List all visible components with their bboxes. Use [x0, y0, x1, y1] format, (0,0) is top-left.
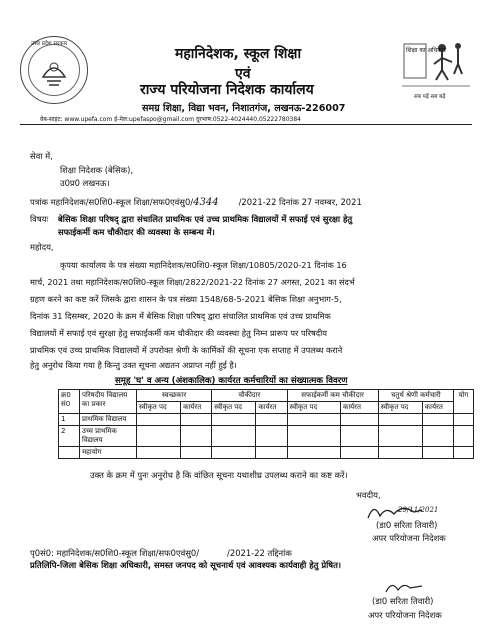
subheader-working: कार्यरत — [256, 402, 287, 414]
staff-details-table — [58, 389, 474, 459]
header-sweeper: स्वच्छकार — [137, 390, 212, 402]
body-line-4: दिनांक 31 दिसम्बर, 2020 के क्रम में बेसिक शिक्षा परिषद् द्वारा संचालित प्राथमिक एवं उच्च प्राथमिक — [30, 311, 331, 321]
signatory-name: (डा0 सरिता तिवारी) — [376, 520, 438, 530]
signature-date: 29/11/2021 — [398, 506, 439, 514]
subheader-working: कार्यरत — [340, 402, 378, 414]
body-line-1: कृपया कार्यालय के पत्र संख्या महानिदेशक/स0शि0-स्कूल शिक्षा/10805/2020-21 दिनांक 16 — [60, 260, 347, 270]
table-header-row — [59, 390, 474, 402]
copy-line: प्रतिलिपि-जिला बेसिक शिक्षा अधिकारी, समस्त जनपद को सूचनार्थ एवं आवश्यक कार्यवाही हेतु प्रेषित। — [30, 560, 342, 570]
request-line: उक्त के क्रम में पुनः अनुरोध है कि वांछित सूचना यथाशीघ्र उपलब्ध कराने का कष्ट करें। — [90, 470, 348, 480]
header-school-type: परिषदीय विद्यालय का प्रकार — [80, 390, 137, 414]
copy-ref-prefix: पृ0सं0: महानिदेशक/स0शि0-स्कूल शिक्षा/सफ0एवंसु0/ — [30, 548, 200, 558]
subject-line-2: सफाईकर्मी कम चौकीदार की व्यवस्था के सम्बन्ध में। — [58, 227, 215, 237]
table-title: समूह 'घ' व अन्य (अंशकालिक) कार्यरत कर्मचारियों का संख्यात्मक विवरण — [115, 376, 348, 386]
closing: भवदीय, — [356, 490, 381, 500]
header-class-four: चतुर्थ श्रेणी कर्मचारी — [378, 390, 453, 402]
body-line-7: हेतु अनुरोध किया गया है किन्तु उक्त सूचना अद्यतन अप्राप्त नहीं हुई है। — [30, 360, 237, 370]
subject-label: विषयः — [30, 214, 49, 224]
up-government-emblem — [20, 36, 88, 104]
ref-handwritten-number: 4344 — [193, 197, 219, 208]
office-title: महानिदेशक, स्कूल शिक्षा — [175, 46, 302, 62]
body-line-2: मार्च, 2021 तथा महानिदेशक/स0शि0-स्कूल शिक्षा/2822/2021-22 दिनांक 27 अगस्त, 2021 का संदर्भ — [30, 277, 355, 287]
rte-text: शिक्षा का अधिकार — [406, 47, 446, 54]
subject-line-1: बेसिक शिक्षा परिषद् द्वारा संचालित प्राथमिक एवं उच्च प्राथमिक विद्यालयों में सफाई एवं सुरक्षा हेतु — [58, 214, 353, 224]
recipient-name: शिक्षा निदेशक (बेसिक), — [60, 165, 133, 175]
subheader-sanctioned: स्वीकृत पद — [287, 402, 340, 414]
header-sn: क्र0 सं0 — [59, 390, 80, 414]
office-title-and: एवं — [235, 66, 251, 82]
subheader-sanctioned: स्वीकृत पद — [378, 402, 422, 414]
header-watchman: चौकीदार — [212, 390, 287, 402]
rte-logo — [400, 38, 472, 108]
table-row — [59, 447, 474, 459]
body-line-6: प्राथमिक एवं उच्च प्राथमिक विद्यालयों में उपरोक्त श्रेणी के कार्मिकों की सूचना एक सप्ताह में उपलब्ध कराने — [30, 345, 343, 355]
subheader-working: कार्यरत — [422, 402, 453, 414]
subheader-working: कार्यरत — [181, 402, 212, 414]
office-title-2: राज्य परियोजना निदेशक कार्यालय — [140, 82, 314, 98]
row-sn: 2 — [59, 426, 80, 447]
subheader-sanctioned: स्वीकृत पद — [137, 402, 181, 414]
recipient-city: उ0प्र0 लखनऊ। — [60, 178, 110, 188]
reference-number — [30, 197, 362, 208]
row-type: उच्च प्राथमिक विद्यालय — [80, 426, 137, 447]
table-row — [59, 414, 474, 426]
header-total: योग — [453, 390, 473, 414]
salutation: महोदय, — [30, 242, 54, 252]
copy-ref-tail: /2021-22 तद्दिनांक — [227, 548, 292, 558]
header-cleaner-watchman: सफाईकर्मी कम चौकीदार — [287, 390, 378, 402]
handwritten-signature-2 — [382, 578, 442, 596]
rte-slogan: सब पढ़ें सब बढ़ें — [414, 94, 446, 100]
header-divider — [20, 124, 472, 125]
office-address: समग्र शिक्षा, विद्या भवन, निशातगंज, लखनऊ-226007 — [142, 103, 346, 114]
row-type: महायोग — [80, 447, 137, 459]
table-row — [59, 426, 474, 447]
to-line: सेवा में, — [30, 151, 53, 161]
ref-date: /2021-22 दिनांक 27 नवम्बर, 2021 — [238, 197, 362, 207]
signatory2-name: (डा0 सरिता तिवारी) — [372, 596, 434, 606]
emblem-text: उत्तर प्रदेश सरकार — [31, 41, 68, 47]
row-type: प्राथमिक विद्यालय — [80, 414, 137, 426]
row-sn: 1 — [59, 414, 80, 426]
signatory-designation: अपर परियोजना निदेशक — [372, 533, 446, 543]
signatory2-designation: अपर परियोजना निदेशक — [368, 610, 442, 620]
subheader-sanctioned: स्वीकृत पद — [212, 402, 256, 414]
body-line-3: ग्रहण करने का कष्ट करें जिसके द्वारा शासन के पत्र संख्या 1548/68-5-2021 बेसिक शिक्षा अनुभाग-5, — [30, 294, 342, 304]
copy-reference — [30, 548, 292, 559]
row-sn — [59, 447, 80, 459]
body-line-5: विद्यालयों में सफाई एवं सुरक्षा हेतु सफाईकर्मी कम चौकीदार की व्यवस्था हेतु निम्न प्रारूप पर परिषदीय — [30, 328, 328, 338]
contact-line: वेब-साइट: www.upefa.com ई-मेल:upefaspo@gmail.com दूरभाष:0522-4024440,05222780384 — [40, 116, 301, 123]
ref-prefix: पत्रांक महानिदेशक/स0शि0-स्कूल शिक्षा/सफ0एवंसु0/ — [30, 197, 194, 207]
